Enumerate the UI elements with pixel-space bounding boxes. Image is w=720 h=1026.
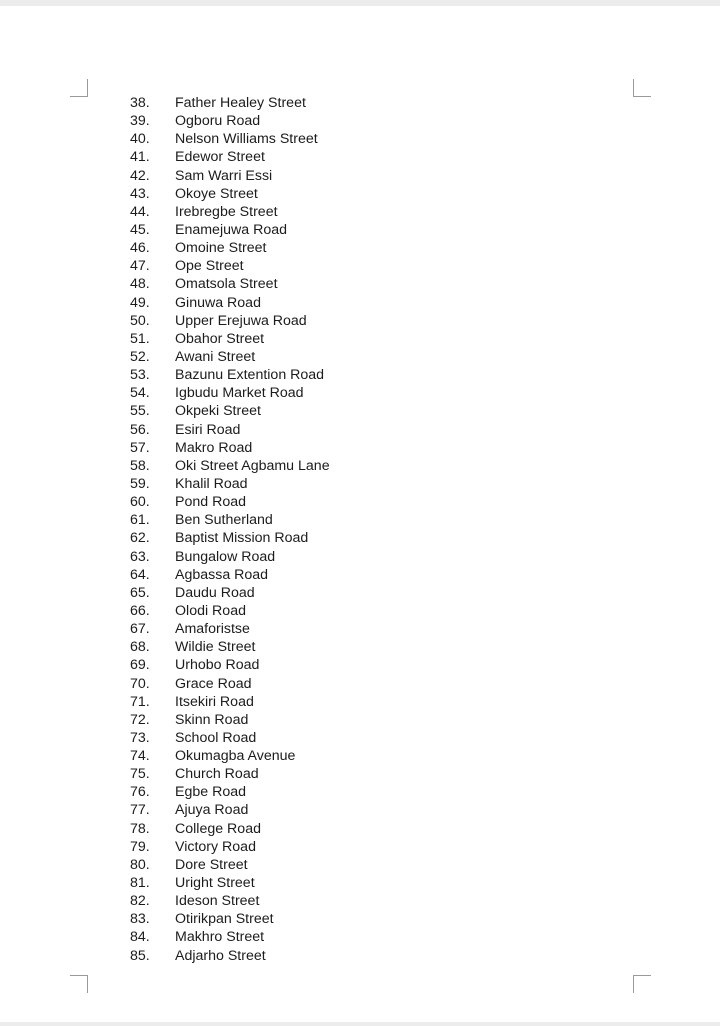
list-item — [0, 584, 600, 602]
street-name: Amaforistse — [175, 621, 250, 638]
street-name: Irebregbe Street — [175, 203, 278, 220]
list-item — [0, 239, 600, 257]
street-name: Makhro Street — [175, 929, 265, 946]
street-name: Sam Warri Essi — [175, 167, 273, 184]
crop-mark-bottom-left — [70, 975, 88, 993]
street-list — [0, 94, 600, 965]
list-item — [0, 620, 600, 638]
item-number: 80. — [130, 856, 150, 873]
list-item — [0, 203, 600, 221]
street-name: Urhobo Road — [175, 657, 260, 674]
item-number: 58. — [130, 457, 150, 474]
street-name: Agbassa Road — [175, 566, 269, 583]
list-item — [0, 566, 600, 584]
list-item — [0, 112, 600, 130]
street-name: Egbe Road — [175, 784, 246, 801]
list-item — [0, 838, 600, 856]
item-number: 40. — [130, 131, 150, 148]
street-name: Okumagba Avenue — [175, 748, 296, 765]
street-name: Makro Road — [175, 439, 253, 456]
item-number: 46. — [130, 240, 150, 257]
item-number: 68. — [130, 639, 150, 656]
list-item — [0, 457, 600, 475]
item-number: 64. — [130, 566, 150, 583]
list-item — [0, 330, 600, 348]
item-number: 55. — [130, 403, 150, 420]
list-item — [0, 294, 600, 312]
list-item — [0, 439, 600, 457]
item-number: 47. — [130, 258, 150, 275]
street-name: Wildie Street — [175, 639, 256, 656]
list-item — [0, 910, 600, 928]
list-item — [0, 747, 600, 765]
street-name: Ope Street — [175, 258, 244, 275]
street-name: Dore Street — [175, 856, 248, 873]
street-name: Grace Road — [175, 675, 252, 692]
street-name: Ben Sutherland — [175, 512, 273, 529]
street-name: Ajuya Road — [175, 802, 249, 819]
item-number: 42. — [130, 167, 150, 184]
item-number: 59. — [130, 475, 150, 492]
item-number: 75. — [130, 766, 150, 783]
list-item — [0, 402, 600, 420]
street-name: Ogboru Road — [175, 113, 261, 130]
item-number: 72. — [130, 711, 150, 728]
item-number: 70. — [130, 675, 150, 692]
list-item — [0, 947, 600, 965]
street-name: Father Healey Street — [175, 95, 306, 111]
street-name: Enamejuwa Road — [175, 221, 287, 238]
item-number: 39. — [130, 113, 150, 130]
item-number: 43. — [130, 185, 150, 202]
street-name: Daudu Road — [175, 584, 255, 601]
street-name: Nelson Williams Street — [175, 131, 318, 148]
item-number: 45. — [130, 221, 150, 238]
item-number: 51. — [130, 330, 150, 347]
street-name: Bungalow Road — [175, 548, 276, 565]
item-number: 53. — [130, 367, 150, 384]
item-number: 67. — [130, 621, 150, 638]
street-name: Upper Erejuwa Road — [175, 312, 307, 329]
list-item — [0, 366, 600, 384]
item-number: 85. — [130, 947, 150, 964]
street-name: Okpeki Street — [175, 403, 261, 420]
document-page — [0, 6, 720, 1022]
list-item — [0, 348, 600, 366]
street-name: Victory Road — [175, 838, 256, 855]
street-name: Omoine Street — [175, 240, 267, 257]
list-item — [0, 602, 600, 620]
item-number: 82. — [130, 893, 150, 910]
street-name: Olodi Road — [175, 602, 246, 619]
item-number: 48. — [130, 276, 150, 293]
item-number: 65. — [130, 584, 150, 601]
item-number: 66. — [130, 602, 150, 619]
street-name: Oki Street Agbamu Lane — [175, 457, 330, 474]
street-name: Igbudu Market Road — [175, 385, 304, 402]
list-item — [0, 675, 600, 693]
list-item — [0, 783, 600, 801]
item-number: 81. — [130, 875, 150, 892]
item-number: 69. — [130, 657, 150, 674]
street-name: Edewor Street — [175, 149, 265, 166]
item-number: 83. — [130, 911, 150, 928]
street-name: Ideson Street — [175, 893, 260, 910]
street-name: Pond Road — [175, 494, 246, 511]
street-name: Adjarho Street — [175, 947, 266, 964]
item-number: 73. — [130, 729, 150, 746]
list-item — [0, 167, 600, 185]
item-number: 56. — [130, 421, 150, 438]
item-number: 84. — [130, 929, 150, 946]
street-name: Khalil Road — [175, 475, 248, 492]
list-item — [0, 130, 600, 148]
street-name: Bazunu Extention Road — [175, 367, 325, 384]
item-number: 52. — [130, 348, 150, 365]
street-name: Okoye Street — [175, 185, 258, 202]
street-name: College Road — [175, 820, 261, 837]
list-item — [0, 185, 600, 203]
list-item — [0, 856, 600, 874]
list-item — [0, 820, 600, 838]
item-number: 76. — [130, 784, 150, 801]
item-number: 63. — [130, 548, 150, 565]
item-number: 71. — [130, 693, 150, 710]
list-item — [0, 148, 600, 166]
list-item — [0, 548, 600, 566]
list-item — [0, 928, 600, 946]
item-number: 44. — [130, 203, 150, 220]
item-number: 60. — [130, 494, 150, 511]
list-item — [0, 275, 600, 293]
item-number: 79. — [130, 838, 150, 855]
list-item — [0, 312, 600, 330]
crop-mark-top-right — [633, 79, 651, 97]
item-number: 74. — [130, 748, 150, 765]
list-item — [0, 711, 600, 729]
list-item — [0, 421, 600, 439]
street-name: Awani Street — [175, 348, 256, 365]
street-name: Uright Street — [175, 875, 255, 892]
crop-mark-bottom-right — [633, 975, 651, 993]
item-number: 41. — [130, 149, 150, 166]
item-number: 57. — [130, 439, 150, 456]
street-name: Esiri Road — [175, 421, 241, 438]
item-number: 62. — [130, 530, 150, 547]
street-name: Skinn Road — [175, 711, 249, 728]
street-name: Obahor Street — [175, 330, 265, 347]
item-number: 38. — [130, 95, 150, 111]
list-item — [0, 693, 600, 711]
list-item — [0, 729, 600, 747]
street-name: Ginuwa Road — [175, 294, 261, 311]
list-item — [0, 529, 600, 547]
list-item — [0, 511, 600, 529]
list-item — [0, 257, 600, 275]
item-number: 49. — [130, 294, 150, 311]
item-number: 78. — [130, 820, 150, 837]
list-item — [0, 94, 600, 112]
item-number: 77. — [130, 802, 150, 819]
list-item — [0, 874, 600, 892]
list-item — [0, 475, 600, 493]
item-number: 54. — [130, 385, 150, 402]
list-item — [0, 892, 600, 910]
list-item — [0, 493, 600, 511]
list-item — [0, 221, 600, 239]
list-item — [0, 656, 600, 674]
street-name: Itsekiri Road — [175, 693, 254, 710]
item-number: 61. — [130, 512, 150, 529]
item-number: 50. — [130, 312, 150, 329]
street-name: Baptist Mission Road — [175, 530, 309, 547]
street-name: School Road — [175, 729, 257, 746]
list-item — [0, 384, 600, 402]
street-name: Omatsola Street — [175, 276, 278, 293]
list-item — [0, 638, 600, 656]
street-name: Otirikpan Street — [175, 911, 274, 928]
list-item — [0, 765, 600, 783]
list-item — [0, 801, 600, 819]
street-name: Church Road — [175, 766, 259, 783]
